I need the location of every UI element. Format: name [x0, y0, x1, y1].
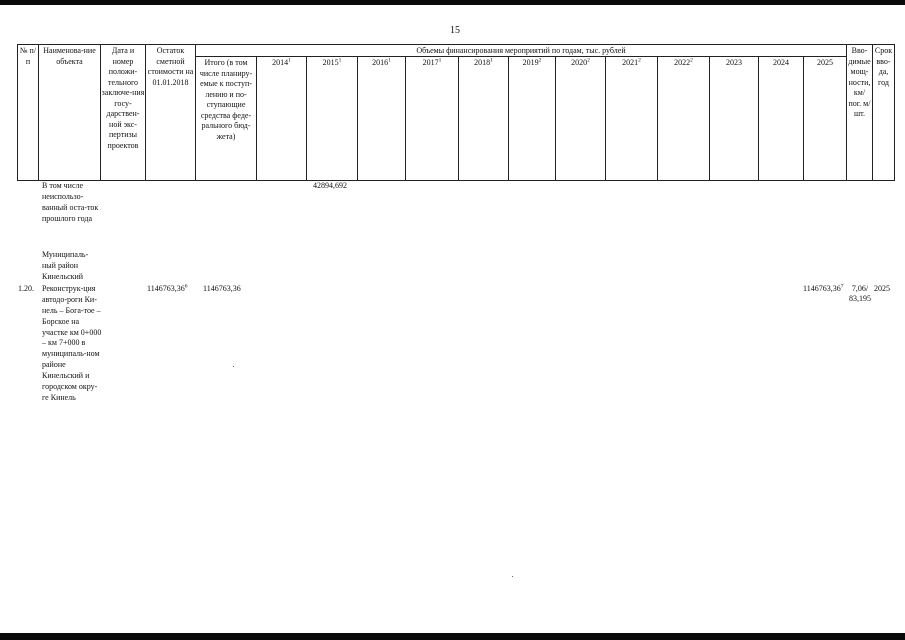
header-year-2014: 2014$^1$: [272, 57, 291, 67]
district-label: Муниципаль-ный район Кинельский: [42, 250, 89, 281]
item-name: Реконструк-ция автодо-роги Ки-нель – Бога-тое – Борское на участке км 0+000 – км 7+000 в муниципаль-ном районе Кинельский и городском окру-ге Кинель: [42, 284, 102, 402]
header-year-2023: 2023: [726, 58, 742, 67]
header-year-2019: 2019$^2$: [522, 57, 542, 67]
item-capacity: 7,06/ 83,195: [849, 284, 871, 304]
unused-remainder-2015-value: 42894,692: [313, 181, 347, 190]
item-term: 2025: [874, 284, 890, 293]
scan-speck: [512, 576, 513, 577]
header-name-col: Наименова-ние объекта: [43, 46, 96, 66]
header-year-2017: 2017$^1$: [422, 57, 442, 67]
header-term-col: Срок вво-да, год: [874, 46, 893, 87]
header-num-col: № п/п: [19, 46, 37, 66]
header-remainder-col: Остаток сметной стоимости на 01.01.2018: [147, 46, 194, 87]
header-date-col: Дата и номер положи-тельного заключе-ния госу-дарствен-ной экс-пертизы проектов: [101, 46, 145, 150]
header-year-2020: 2020$^2$: [571, 57, 590, 67]
header-year-2024: 2024: [773, 58, 789, 67]
bottom-border-bar: [0, 633, 905, 640]
header-total-col: Итого (в том числе планиру-емые к поступ-лению и по-ступающие средства феде-рального бюд-жета): [199, 58, 253, 141]
header-year-2015: 2015$^1$: [322, 57, 342, 67]
header-year-2021: 2021$^2$: [622, 57, 641, 67]
header-year-2016: 2016$^1$: [372, 57, 391, 67]
header-capacity-col: Вво-димые мощ-ности, км/ пог. м/шт.: [848, 46, 871, 119]
unused-remainder-label: В том числе неиспользо-ванный оста-ток прошлого года: [42, 181, 99, 223]
header-year-2018: 2018$^1$: [474, 57, 493, 67]
header-funding-group: Объемы финансирования мероприятий по годам, тыс. рублей: [416, 46, 626, 55]
top-border-bar: [0, 0, 905, 5]
header-year-2022: 2022$^2$: [674, 57, 693, 67]
item-remainder: 1146763,36$^6$: [147, 283, 188, 293]
item-2025-value: 1146763,36$^7$: [803, 283, 844, 293]
header-year-2025: 2025: [817, 58, 833, 67]
item-number: 1.20.: [18, 284, 34, 293]
item-total: 1146763,36: [203, 284, 241, 293]
page-number: 15: [450, 25, 460, 36]
scan-speck: [233, 366, 234, 367]
